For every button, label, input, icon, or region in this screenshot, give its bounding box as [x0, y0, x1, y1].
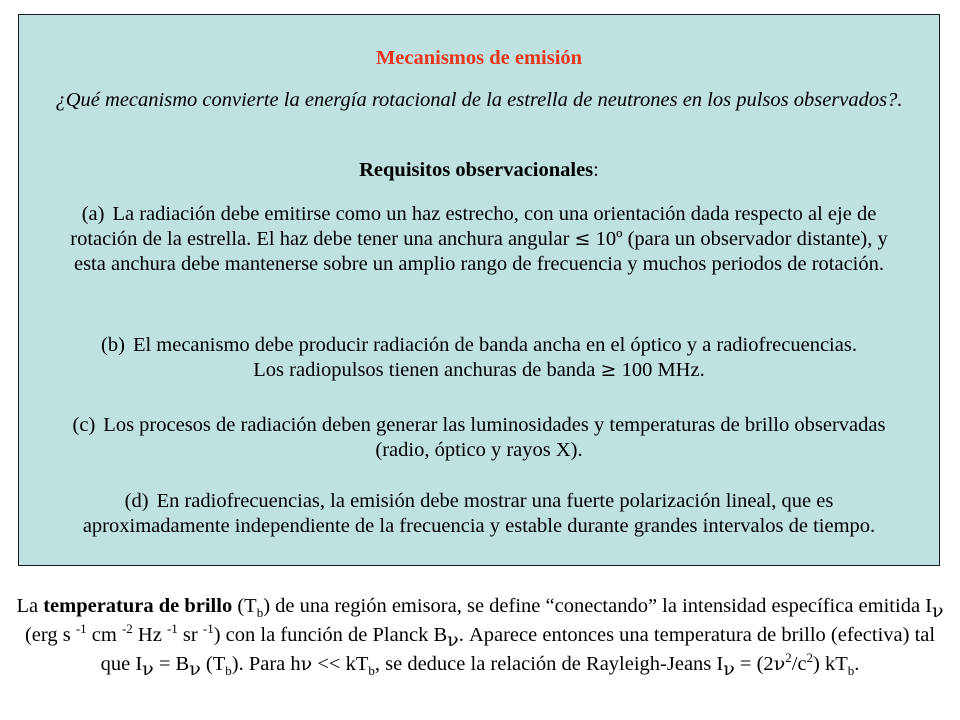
text-run: ) de una región emisora, se define “conectando” la intensidad específica emitida I	[263, 595, 932, 617]
nu-subscript: ν	[189, 658, 201, 681]
item-label: (d)	[124, 490, 149, 512]
text-run: (T	[200, 653, 226, 675]
text-run: sr	[177, 624, 203, 646]
item-label: (c)	[72, 414, 96, 436]
box-title: Mecanismos de emisión	[375, 47, 583, 69]
greater-equal-symbol: ≥	[600, 359, 617, 381]
requirements-colon: :	[593, 159, 599, 181]
text-run: La	[16, 595, 44, 617]
nu-subscript: ν	[723, 658, 735, 681]
nu-subscript: ν	[447, 629, 459, 652]
superscript: 2	[785, 650, 792, 666]
text-run: = (2	[734, 653, 774, 675]
requirements-heading	[19, 158, 939, 183]
requirement-item-b	[19, 333, 939, 383]
requirement-item-a	[19, 202, 939, 277]
text-run: ). Para h	[231, 653, 301, 675]
less-equal-symbol: ≤	[574, 228, 591, 250]
text-run: Hz	[132, 624, 167, 646]
box-question: ¿Qué mecanismo convierte la energía rotacional de la estrella de neutrones en los pulsos observados?.	[55, 89, 903, 111]
text-run: .	[854, 653, 860, 675]
item-text-after: 100 MHz.	[616, 359, 705, 381]
subscript: b	[368, 663, 375, 679]
item-text: El mecanismo debe producir radiación de banda ancha en el óptico y a radiofrecuencias. Los radiopulsos tienen anchuras de banda	[132, 334, 857, 381]
text-run: , se deduce la relación de Rayleigh-Jeans I	[374, 653, 724, 675]
requirements-heading-text: Requisitos observacionales	[359, 159, 594, 181]
emission-mechanisms-box	[18, 14, 940, 566]
superscript: 2	[806, 650, 814, 666]
item-label: (b)	[101, 334, 125, 356]
requirement-item-c	[19, 413, 939, 463]
brightness-temperature-term: temperatura de brillo	[43, 595, 233, 617]
subscript: b	[847, 663, 855, 679]
superscript: -2	[121, 621, 133, 637]
subscript: b	[256, 605, 264, 621]
nu-subscript: ν	[142, 658, 154, 681]
item-text: En radiofrecuencias, la emisión debe mostrar una fuerte polarización lineal, que es aproximadamente independiente de la frecuencia y estable durante grandes intervalos de tiempo.	[82, 490, 876, 537]
superscript: -1	[75, 621, 87, 637]
item-text: Los procesos de radiación deben generar las luminosidades y temperaturas de brillo observadas (radio, óptico y rayos X).	[103, 414, 886, 461]
text-run: (erg s	[24, 624, 76, 646]
text-run: = B	[153, 653, 190, 675]
superscript: -1	[166, 621, 178, 637]
item-text-after: 10º (para un observador distante), y esta anchura debe mantenerse sobre un amplio rango de frecuencia y muchos periodos de rotación.	[73, 228, 888, 275]
item-text: La radiación debe emitirse como un haz estrecho, con una orientación dada respecto al eje de rotación de la estrella. El haz debe tener una anchura angular	[70, 203, 877, 250]
nu-subscript: ν	[932, 600, 944, 623]
brightness-temperature-paragraph	[12, 592, 948, 679]
text-run: ) kT	[813, 653, 848, 675]
requirement-item-d	[19, 489, 939, 539]
text-run: (T	[232, 595, 257, 617]
text-run: ) con la función de Planck B	[213, 624, 448, 646]
text-run: . Aparece entonces una temperatura de brillo (efectiva) tal que I	[100, 624, 936, 675]
item-label: (a)	[81, 203, 105, 225]
text-run: cm	[86, 624, 122, 646]
nu-symbol: ν	[300, 653, 313, 675]
subscript: b	[225, 663, 232, 679]
text-run: /c	[791, 653, 807, 675]
text-run: << kT	[312, 653, 369, 675]
superscript: -1	[202, 621, 214, 637]
nu-symbol: ν	[773, 653, 786, 675]
